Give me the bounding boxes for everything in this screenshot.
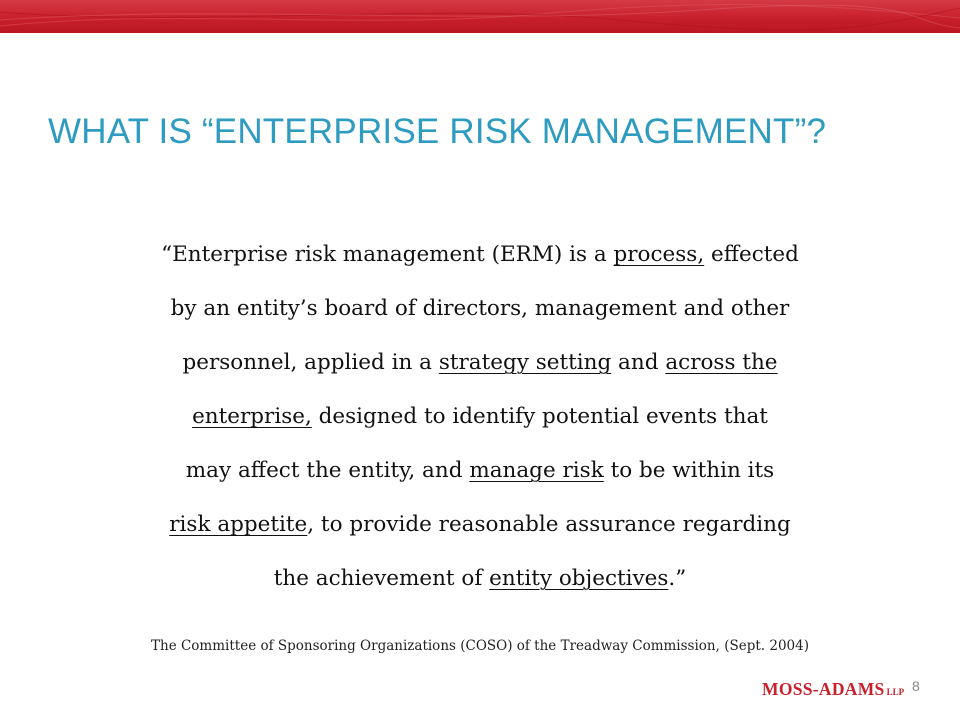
underlined-term: enterprise, xyxy=(192,404,312,429)
company-logo xyxy=(762,679,904,700)
underlined-term: process, xyxy=(613,242,705,267)
logo-suffix: LLP xyxy=(886,687,905,697)
quote-text: personnel, applied in a xyxy=(182,350,439,375)
quote-line xyxy=(70,336,890,390)
slide-title: WHAT IS “ENTERPRISE RISK MANAGEMENT”? xyxy=(48,112,827,151)
underlined-term: manage risk xyxy=(469,458,604,483)
erm-definition-quote xyxy=(70,228,890,606)
quote-text: to be within its xyxy=(603,458,775,483)
quote-text: “Enterprise risk management (ERM) is a xyxy=(161,242,614,267)
top-banner xyxy=(0,0,960,33)
quote-line xyxy=(70,444,890,498)
quote-text: designed to identify potential events that xyxy=(311,404,768,429)
quote-text: may affect the entity, and xyxy=(185,458,470,483)
quote-text: and xyxy=(611,350,666,375)
quote-text: by an entity’s board of directors, management and other xyxy=(170,296,790,321)
quote-line xyxy=(70,282,890,336)
page-number: 8 xyxy=(912,678,920,694)
underlined-term: across the xyxy=(665,350,778,375)
quote-text: , to provide reasonable assurance regarding xyxy=(307,512,791,537)
quote-text: the achievement of xyxy=(273,566,490,591)
quote-line xyxy=(70,498,890,552)
quote-text: effected xyxy=(704,242,799,267)
logo-wordmark: MOSS-ADAMS xyxy=(762,679,885,699)
quote-line xyxy=(70,390,890,444)
citation: The Committee of Sponsoring Organizations (COSO) of the Treadway Commission, (Sept. 2004) xyxy=(151,638,809,654)
quote-line xyxy=(70,552,890,606)
banner-texture xyxy=(0,0,960,33)
underlined-term: strategy setting xyxy=(438,350,612,375)
quote-text: .” xyxy=(668,566,687,591)
underlined-term: risk appetite xyxy=(169,512,308,537)
underlined-term: entity objectives xyxy=(489,566,669,591)
quote-line xyxy=(70,228,890,282)
